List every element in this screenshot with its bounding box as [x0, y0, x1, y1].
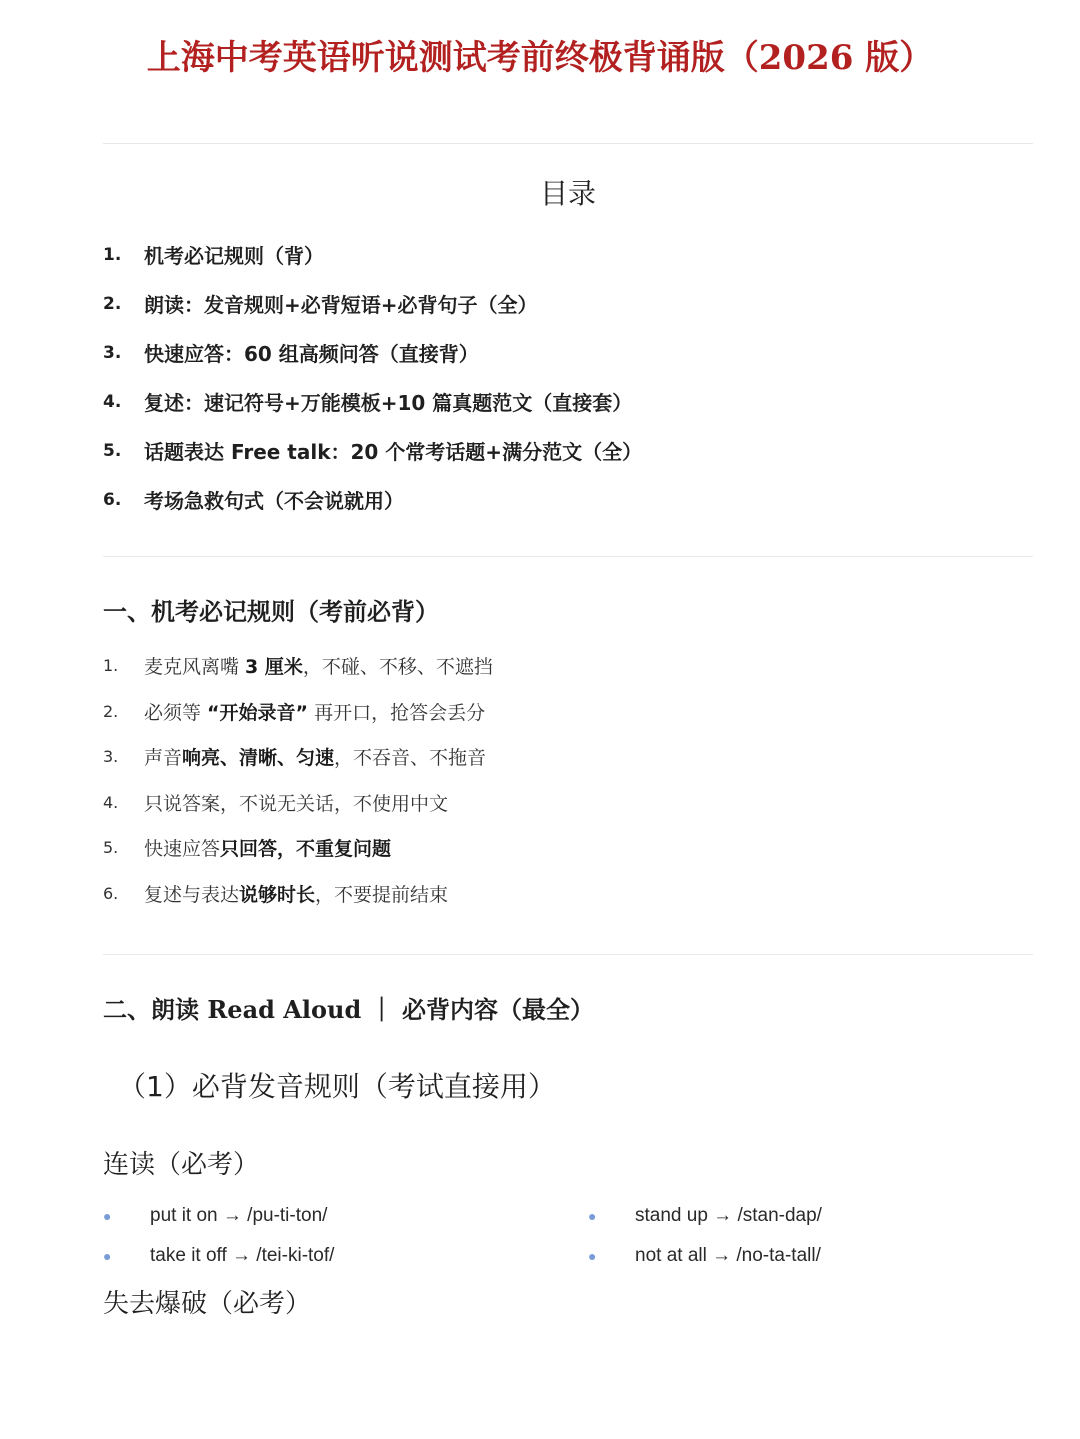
- rule-text-plain: ，不碰、不移、不遮挡: [302, 656, 493, 679]
- liaison-item: [588, 1236, 821, 1276]
- toc-item-text: 快速应答：60 组高频问答（直接背）: [144, 342, 479, 366]
- toc-item-text: 话题表达 Free talk：20 个常考话题+满分范文（全）: [144, 440, 643, 464]
- liaison-list: [103, 1196, 1033, 1276]
- rule-number: 5.: [103, 838, 119, 858]
- rule-text: [144, 880, 448, 907]
- toc-item-number: 6.: [103, 489, 122, 510]
- rule-text-plain: 声音: [144, 747, 183, 770]
- rule-text: [144, 743, 486, 770]
- toc-item-number: 3.: [103, 342, 122, 363]
- rule-number: 4.: [103, 792, 119, 812]
- rule-text-bold: 3 厘米: [245, 656, 303, 679]
- rule-item-4: [103, 780, 493, 826]
- liaison-item: [588, 1196, 822, 1236]
- toc-item-number: 2.: [103, 293, 122, 314]
- bullet-icon: ●: [588, 1208, 597, 1224]
- toc-item-text: 考场急救句式（不会说就用）: [144, 489, 404, 513]
- bullet-icon: ●: [588, 1248, 597, 1264]
- divider: [103, 556, 1033, 557]
- liaison-item: [103, 1236, 334, 1276]
- rule-text-bold: “开始录音”: [207, 701, 309, 724]
- rule-text-plain: ，不要提前结束: [315, 883, 449, 906]
- rule-item-1: [103, 643, 493, 689]
- rule-item-5: [103, 825, 493, 871]
- toc-item-text: 机考必记规则（背）: [144, 244, 324, 268]
- rule-text: [144, 834, 391, 861]
- toc-item-2[interactable]: [103, 279, 642, 328]
- toc-item-number: 1.: [103, 244, 122, 265]
- toc-item-6[interactable]: [103, 475, 642, 524]
- liaison-text: take it off → /tei-ki-tof/: [150, 1245, 335, 1266]
- rule-item-6: [103, 871, 493, 917]
- liaison-text: put it on → /pu-ti-ton/: [150, 1205, 328, 1226]
- rule-text-plain: 复述与表达: [144, 883, 240, 906]
- rule-text-plain: 再开口，抢答会丢分: [308, 701, 486, 724]
- toc-item-5[interactable]: [103, 426, 642, 475]
- rule-number: 1.: [103, 656, 119, 676]
- liaison-text: stand up → /stan-dap/: [635, 1205, 822, 1226]
- rule-text-plain: 麦克风离嘴: [144, 656, 246, 679]
- toc-item-text: 朗读：发音规则+必背短语+必背句子（全）: [144, 293, 538, 317]
- toc-list: [103, 230, 642, 524]
- rule-item-2: [103, 689, 493, 735]
- toc-item-text: 复述：速记符号+万能模板+10 篇真题范文（直接套）: [144, 391, 633, 415]
- rule-text-plain: 必须等: [144, 701, 208, 724]
- rule-number: 6.: [103, 883, 119, 903]
- subsection-heading-pronunciation: （1）必背发音规则（考试直接用）: [118, 1070, 556, 1103]
- liaison-item: [103, 1196, 327, 1236]
- toc-item-3[interactable]: [103, 328, 642, 377]
- rule-number: 3.: [103, 747, 119, 767]
- bullet-icon: ●: [103, 1208, 112, 1224]
- rule-text-plain: 快速应答: [144, 838, 221, 861]
- rule-text: [144, 789, 448, 816]
- rule-text-bold: 响亮、清晰、匀速: [182, 747, 335, 770]
- bullet-icon: ●: [103, 1248, 112, 1264]
- rule-text: [144, 652, 493, 679]
- section-heading-exam-rules: 一、机考必记规则（考前必背）: [103, 597, 439, 626]
- toc-heading: 目录: [539, 177, 596, 210]
- rule-item-3: [103, 734, 493, 780]
- section-heading-read-aloud: 二、朗读 Read Aloud ｜ 必背内容（最全）: [103, 995, 594, 1024]
- liaison-heading: 连读（必考）: [103, 1150, 260, 1180]
- rule-text: [144, 698, 485, 725]
- divider: [103, 954, 1033, 955]
- exam-rules-list: [103, 643, 493, 916]
- toc-item-number: 4.: [103, 391, 122, 412]
- rule-number: 2.: [103, 701, 119, 721]
- rule-text-plain: ，不吞音、不拖音: [334, 747, 487, 770]
- toc-item-number: 5.: [103, 440, 122, 461]
- divider: [103, 143, 1033, 144]
- rule-text-bold: 说够时长: [239, 883, 316, 906]
- liaison-text: not at all → /no-ta-tall/: [635, 1245, 821, 1266]
- document-title: 上海中考英语听说测试考前终极背诵版（2026 版）: [146, 38, 934, 78]
- toc-item-4[interactable]: [103, 377, 642, 426]
- loss-of-plosion-heading: 失去爆破（必考）: [103, 1289, 312, 1319]
- toc-item-1[interactable]: [103, 230, 642, 279]
- rule-text-bold: 只回答，不重复问题: [220, 838, 392, 861]
- rule-text-plain: 只说答案，不说无关话，不使用中文: [144, 792, 449, 815]
